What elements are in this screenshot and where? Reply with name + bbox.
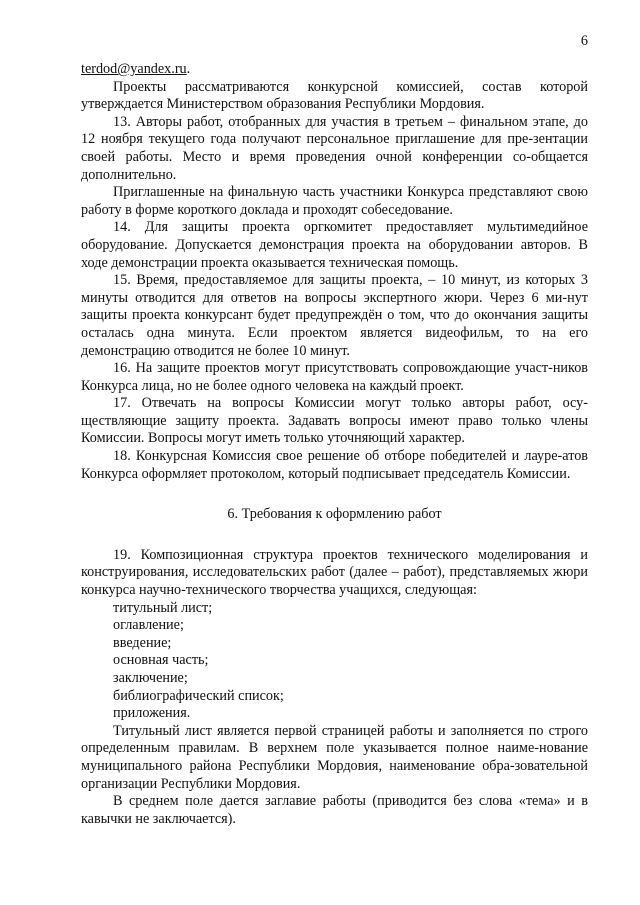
paragraph-title-page: Титульный лист является первой страницей работы и заполняется по строго определенным правилам. В верхнем поле указывается полное наиме-нование муниципального района Республики Мордовия, наименование обра-зовательной организации Республики Мордовия. [81,722,588,792]
paragraph-19: 19. Композиционная структура проектов технического моделирования и конструирования, исследовательских работ (далее – работ), представляемых жюри конкурса научно-технического творчества учащихся, следующая: [81,546,588,599]
paragraph-invited-participants: Приглашенные на финальную часть участники Конкурса представляют свою работу в форме короткого доклада и проходят собеседование. [81,184,588,218]
paragraph-16: 16. На защите проектов могут присутствовать сопровождающие участ-ников Конкурса лица, но не более одного человека на каждый проект. [81,360,588,394]
email-suffix: . [186,61,191,77]
paragraph-14: 14. Для защиты проекта оргкомитет предоставляет мультимедийное оборудование. Допускается демонстрация проекта на оборудовании авторов. В ходе демонстрации проекта оказывается техническая помощь. [81,219,588,271]
paragraph-commission: Проекты рассматриваются конкурсной комиссией, состав которой утверждается Министерством образования Республики Мордовия. [81,78,588,113]
section-title: 6. Требования к оформлению работ [227,506,442,523]
paragraph-18: 18. Конкурсная Комиссия свое решение об отборе победителей и лауре-атов Конкурса оформляет протоколом, который подписывает председатель Комиссии. [81,448,588,482]
list-item: титульный лист; [113,599,213,616]
email-link[interactable]: terdod@yandex.ru [81,61,187,77]
page-number: 6 [580,33,588,49]
document-body [81,61,588,828]
list-item: основная часть; [113,652,209,669]
list-item: приложения. [113,705,191,722]
list-item: введение; [113,634,172,651]
paragraph-middle-field: В среднем поле дается заглавие работы (приводится без слова «тема» и в кавычки не заключается). [81,793,588,827]
list-item: заключение; [113,670,188,686]
list-item: оглавление; [113,617,184,634]
paragraph-15: 15. Время, предоставляемое для защиты проекта, – 10 минут, из которых 3 минуты отводится для ответов на вопросы экспертного жюри. Через 6 ми-нут защиты проекта конкурсант будет предупреждён о том, что до окончания защиты осталась одна минута. Если проектом является видеофильм, то на его демонстрацию отводится не более 10 минут. [81,272,588,359]
paragraph-17: 17. Отвечать на вопросы Комиссии могут только авторы работ, осу-ществляющие защиту проекта. Задавать вопросы имеют право только члены Комиссии. Вопросы могут иметь только уточняющий характер. [81,395,588,447]
paragraph-13: 13. Авторы работ, отобранных для участия в третьем – финальном этапе, до 12 ноября текущего года получают персональное приглашение для пре-зентации своей работы. Место и время проведения очной конференции со-общается дополнительно. [81,113,588,183]
structure-list [81,600,588,723]
email-line [81,61,588,79]
list-item: библиографический список; [113,687,284,704]
